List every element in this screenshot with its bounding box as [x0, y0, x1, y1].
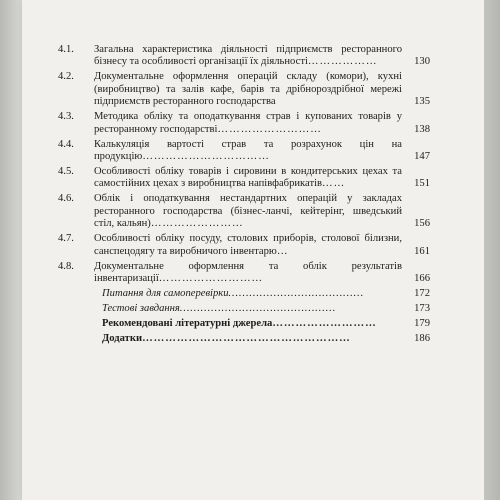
toc-entry-test-tasks[interactable]: Тестові завдання……………………………………… 173	[102, 303, 430, 315]
toc-entry-title: Рекомендовані літературні джерела	[102, 318, 273, 330]
toc-entry-number: 4.5.	[58, 166, 74, 178]
toc-entry-title: Тестові завдання	[102, 303, 180, 315]
toc-entry-page: 135	[414, 96, 430, 108]
toc-entry-title: Додатки	[102, 333, 143, 345]
toc-entry-title: Документальне оформлення та облік результатів інвентаризації	[94, 260, 402, 285]
toc-entry-4-1[interactable]: 4.1. Загальна характеристика діяльності підприємств ресторанного бізнесу та особливості організації їх діяльності……………… 130	[58, 44, 430, 68]
toc-entry-4-7[interactable]: 4.7. Особливості обліку посуду, столових приборів, столової білизни, санспецодягу та виробничого інвентарю… 161	[58, 233, 430, 257]
toc-entry-page: 186	[414, 333, 430, 345]
page-edge	[484, 0, 500, 500]
toc-entry-title: Калькуляція вартості страв та розрахунок цін на продукцію	[94, 138, 402, 163]
toc-entry-number: 4.2.	[58, 71, 74, 83]
toc-entry-page: 179	[414, 318, 430, 330]
toc-entry-4-3[interactable]: 4.3. Методика обліку та оподаткування страв і купованих товарів у ресторанному господарстві……………………… 138	[58, 111, 430, 135]
toc-entry-4-4[interactable]: 4.4. Калькуляція вартості страв та розрахунок цін на продукцію…………………………… 147	[58, 138, 430, 163]
toc-entry-recommended-literature[interactable]: Рекомендовані літературні джерела……………………… 179	[102, 318, 430, 330]
toc-entry-title: Облік і оподаткування нестандартних операцій у закладах ресторанного господарства (бізнес-ланчі, кейтерінг, шведський стіл, кальян)	[94, 193, 402, 230]
toc-entry-page: 130	[414, 56, 430, 68]
toc-entry-4-2[interactable]	[58, 71, 430, 108]
toc-entry-page: 173	[414, 303, 430, 315]
toc-entry-title: Методика обліку та оподаткування страв і купованих товарів у ресторанному господарстві	[94, 111, 402, 135]
toc-entry-title: Особливості обліку товарів і сировини в кондитерських цехах та самостійних цехах з виробництва напівфабрикатів	[94, 166, 402, 190]
toc-entry-self-check-questions[interactable]: Питання для самоперевірки………………………………… 172	[102, 288, 430, 300]
toc-entry-page: 147	[414, 151, 430, 163]
toc-entry-number: 4.4.	[58, 138, 74, 150]
toc-entry-number: 4.8.	[58, 260, 74, 272]
toc-entry-page: 161	[414, 245, 430, 257]
toc-entry-page: 138	[414, 123, 430, 135]
toc-entry-title: Особливості обліку посуду, столових приборів, столової білизни, санспецодягу та виробничого інвентарю	[94, 233, 402, 257]
toc-entry-4-6[interactable]: 4.6. Облік і оподаткування нестандартних операцій у закладах ресторанного господарства (бізнес-ланчі, кейтерінг, шведський стіл, кальян)…………………… 156	[58, 193, 430, 230]
toc-entry-appendices[interactable]: Додатки……………………………………………… 186	[102, 333, 430, 345]
toc-entry-number: 4.3.	[58, 111, 74, 123]
toc-entry-page: 156	[414, 218, 430, 230]
toc-entry-number: 4.1.	[58, 44, 74, 55]
toc-entry-title: Питання для самоперевірки	[102, 288, 229, 300]
toc-entry-number: 4.7.	[58, 233, 74, 245]
toc-entry-number: 4.6.	[58, 193, 74, 205]
toc-entry-page: 151	[414, 178, 430, 190]
toc-entry-4-8[interactable]: 4.8. Документальне оформлення та облік результатів інвентаризації……………………… 166	[58, 260, 430, 285]
table-of-contents	[58, 44, 430, 348]
toc-entry-page: 172	[414, 288, 430, 300]
toc-entry-4-5[interactable]: 4.5. Особливості обліку товарів і сировини в кондитерських цехах та самостійних цехах з виробництва напівфабрикатів…… 151	[58, 166, 430, 190]
toc-entry-title: Загальна характеристика діяльності підприємств ресторанного бізнесу та особливості організації їх діяльності	[94, 44, 402, 68]
toc-entry-title: Документальне оформлення операцій складу (комори), кухні (виробництво) та залів кафе, барів та дрібнороздрібної мережі підприємств ресторанного господарства	[94, 71, 402, 108]
toc-entry-page: 166	[414, 273, 430, 285]
book-spine-shadow	[0, 0, 22, 500]
